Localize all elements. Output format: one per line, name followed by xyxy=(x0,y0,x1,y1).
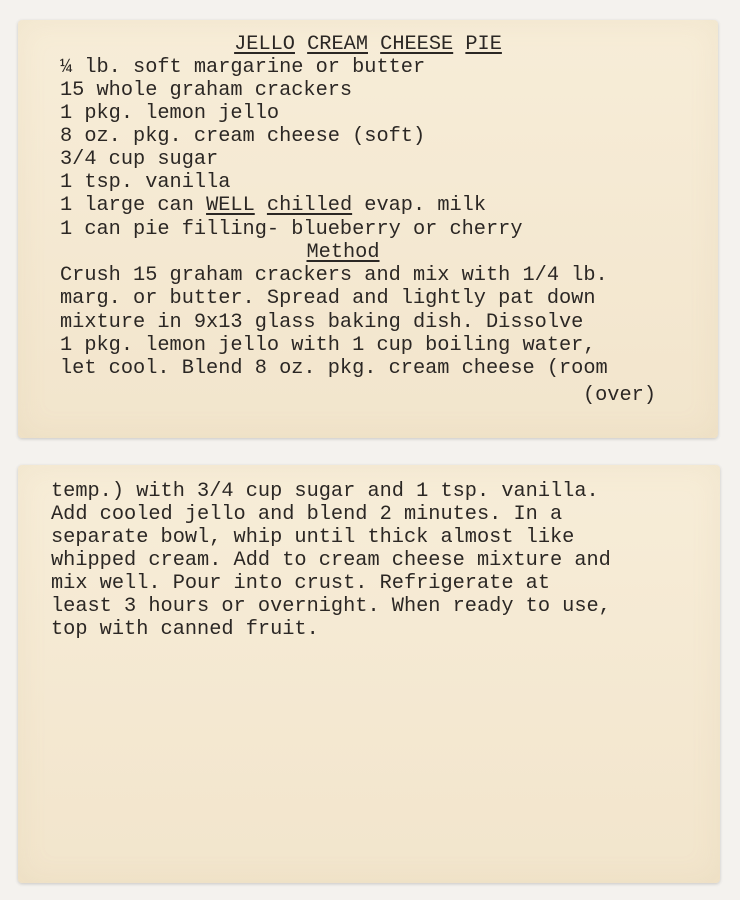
ingredient-text: evap. milk xyxy=(352,194,487,217)
ingredient-text xyxy=(255,194,267,217)
method-line: separate bowl, whip until thick almost like xyxy=(51,526,575,549)
recipe-card-front xyxy=(18,20,718,438)
ingredient-line: 1 tsp. vanilla xyxy=(60,171,231,194)
method-line: let cool. Blend 8 oz. pkg. cream cheese (room xyxy=(60,357,608,380)
method-line: Crush 15 graham crackers and mix with 1/4 lb. xyxy=(60,264,608,287)
method-line: least 3 hours or overnight. When ready to use, xyxy=(51,595,611,618)
ingredient-line: 1 pkg. lemon jello xyxy=(60,102,280,125)
ingredient-line: 1 can pie filling- blueberry or cherry xyxy=(60,218,523,241)
ingredient-line xyxy=(60,194,486,217)
method-line: whipped cream. Add to cream cheese mixture and xyxy=(51,549,611,572)
title-word: PIE xyxy=(465,33,502,56)
method-line: top with canned fruit. xyxy=(51,618,319,641)
ingredient-line: 8 oz. pkg. cream cheese (soft) xyxy=(60,125,426,148)
ingredient-line: ¼ lb. soft margarine or butter xyxy=(60,56,426,79)
over-label: (over) xyxy=(582,384,656,407)
method-line: 1 pkg. lemon jello with 1 cup boiling water, xyxy=(60,334,596,357)
method-line: temp.) with 3/4 cup sugar and 1 tsp. vanilla. xyxy=(51,480,599,503)
method-line: mixture in 9x13 glass baking dish. Dissolve xyxy=(60,311,584,334)
method-line: mix well. Pour into crust. Refrigerate at xyxy=(51,572,550,595)
underlined-word: WELL xyxy=(206,194,255,217)
method-line: Add cooled jello and blend 2 minutes. In a xyxy=(51,503,563,526)
title-word: JELLO xyxy=(234,33,295,56)
recipe-title xyxy=(18,33,718,56)
underlined-word: chilled xyxy=(266,194,353,217)
ingredient-line: 3/4 cup sugar xyxy=(60,148,219,171)
method-line: marg. or butter. Spread and lightly pat down xyxy=(60,287,596,310)
title-word: CREAM xyxy=(307,33,368,56)
ingredient-text: 1 large can xyxy=(60,194,207,217)
ingredient-line: 15 whole graham crackers xyxy=(60,79,353,102)
method-heading: Method xyxy=(306,241,380,264)
title-word: CHEESE xyxy=(380,33,454,56)
recipe-card-back xyxy=(18,465,720,883)
